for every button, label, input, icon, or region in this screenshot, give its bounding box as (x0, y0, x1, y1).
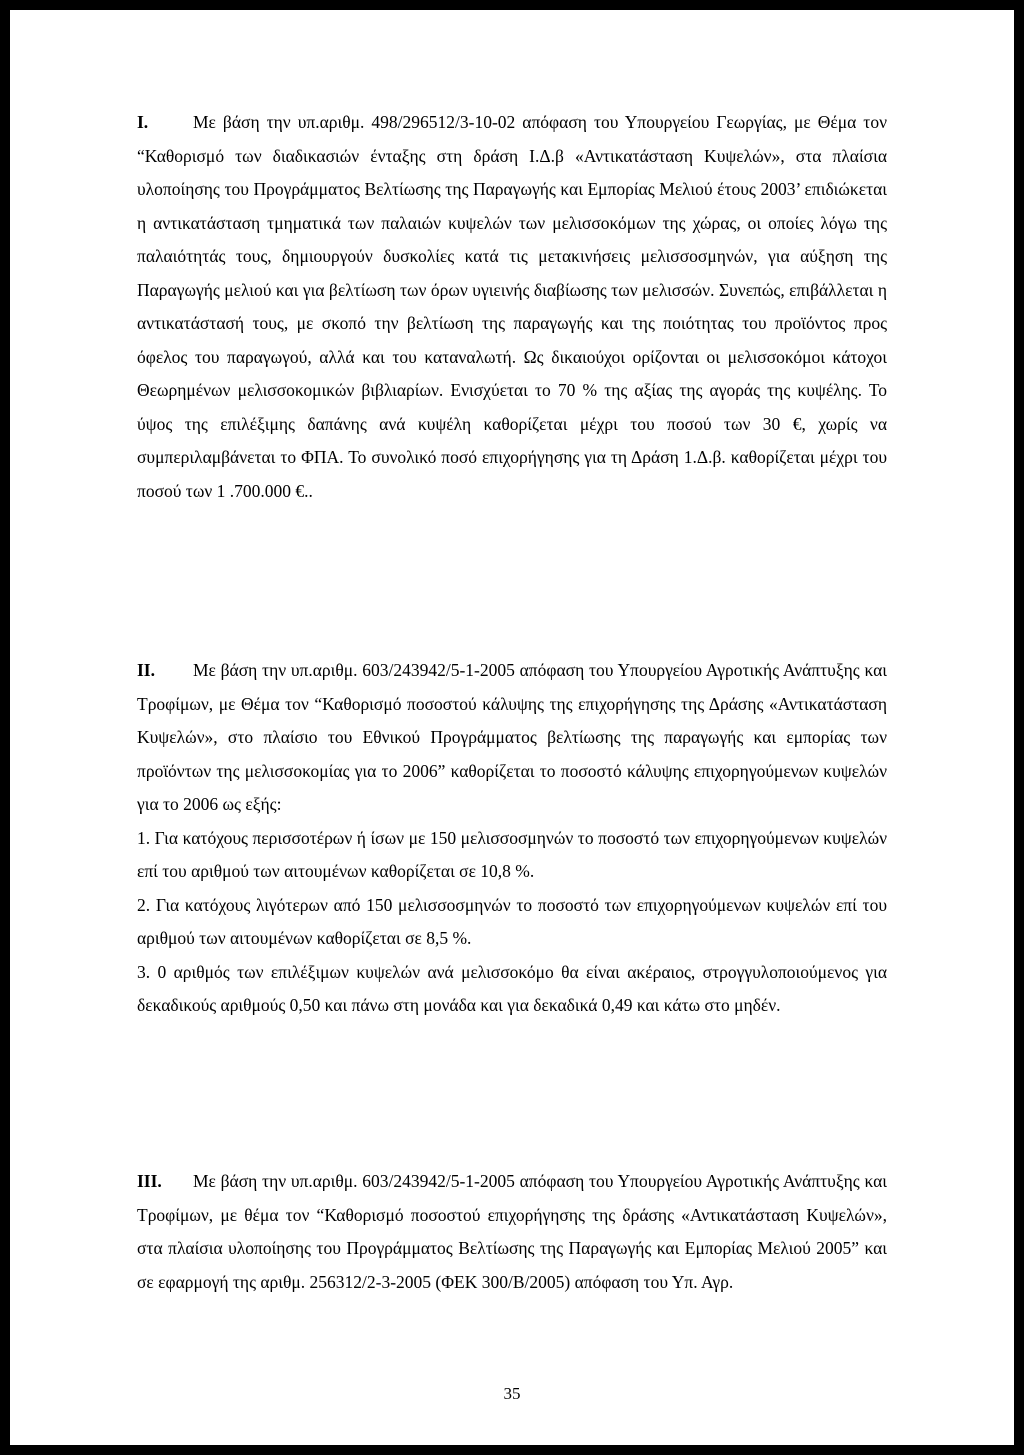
section-3-paragraph (137, 1165, 887, 1299)
list-item: 3. 0 αριθμός των επιλέξιμων κυψελών ανά μελισσοκόμο θα είναι ακέραιος, στρογγυλοποιούμενος για δεκαδικούς αριθμούς 0,50 και πάνω στη μονάδα και για δεκαδικά 0,49 και κάτω στο μηδέν. (137, 961, 887, 1015)
section-3-numeral: III. (137, 1171, 162, 1191)
section-1-paragraph (137, 106, 887, 508)
section-2-paragraph (137, 654, 887, 822)
list-item: 2. Για κατόχους λιγότερων από 150 μελισσοσμηνών το ποσοστό των επιχορηγούμενων κυψελών επί του αριθμού των αιτουμένων καθορίζεται σε 8,5 %. (137, 894, 887, 948)
section-1 (137, 106, 887, 508)
section-1-numeral: I. (137, 112, 149, 132)
section-2-numeral: II. (137, 660, 155, 680)
section-1-text: Με βάση την υπ.αριθμ. 498/296512/3-10-02 απόφαση του Υπουργείου Γεωργίας, με Θέμα τον “Καθορισμό των διαδικασιών ένταξης στη δράση Ι.Δ.β «Αντικατάσταση Κυψελών», στα πλαίσια υλοποίησης του Προγράμματος Βελτίωσης της Παραγωγής και Εμπορίας Μελιού έτους 2003’ επιδιώκεται η αντικατάσταση τμηματικά των παλαιών κυψελών των μελισσοκόμων της χώρας, οι οποίες λόγω της παλαιότητάς τους, δημιουργούν δυσκολίες κατά τις μετακινήσεις μελισσοσμηνών, για αύξηση της Παραγωγής μελιού και για βελτίωση των όρων υγιεινής διαβίωσης των μελισσών. Συνεπώς, επιβάλλεται η αντικατάστασή τους, με σκοπό την βελτίωση της παραγωγής και της ποιότητας του προϊόντος προς όφελος του παραγωγού, αλλά και του καταναλωτή. Ως δικαιούχοι ορίζονται οι μελισσοκόμοι κάτοχοι Θεωρημένων μελισσοκομικών βιβλιαρίων. Ενισχύεται το 70 % της αξίας της αγοράς της κυψέλης. Το ύψος της επιλέξιμης δαπάνης ανά κυψέλη καθορίζεται μέχρι του ποσού των 30 €, χωρίς να συμπεριλαμβάνεται το ΦΠΑ. Το συνολικό ποσό επιχορήγησης για τη Δράση 1.Δ.β. καθορίζεται μέχρι του ποσού των 1 .700.000 €.. (137, 112, 887, 501)
page-number: 35 (503, 1384, 521, 1403)
list-item: 1. Για κατόχους περισσοτέρων ή ίσων με 150 μελισσοσμηνών το ποσοστό των επιχορηγούμενων κυψελών επί του αριθμού των αιτουμένων καθορίζεται σε 10,8 %. (137, 827, 887, 881)
section-2-text: Με βάση την υπ.αριθμ. 603/243942/5-1-2005 απόφαση του Υπουργείου Αγροτικής Ανάπτυξης και Τροφίμων, με Θέμα τον “Καθορισμό ποσοστού κάλυψης της επιχορήγησης της Δράσης «Αντικατάσταση Κυψελών», στο πλαίσιο του Εθνικού Προγράμματος βελτίωσης της παραγωγής και εμπορίας των προϊόντων της μελισσοκομίας για το 2006” καθορίζεται το ποσοστό κάλυψης επιχορηγούμενων κυψελών για το 2006 ως εξής: (137, 660, 887, 814)
section-2 (137, 654, 887, 1023)
section-3-text: Με βάση την υπ.αριθμ. 603/243942/5-1-2005 απόφαση του Υπουργείου Αγροτικής Ανάπτυξης και Τροφίμων, με θέμα τον “Καθορισμό ποσοστού επιχορήγησης της δράσης «Αντικατάσταση Κυψελών», στα πλαίσια υλοποίησης του Προγράμματος Βελτίωσης της Παραγωγής και Εμπορίας Μελιού 2005” και σε εφαρμογή της αριθμ. 256312/2-3-2005 (ΦΕΚ 300/Β/2005) απόφαση του Υπ. Αγρ. (137, 1171, 887, 1292)
document-sheet (10, 10, 1014, 1445)
section-3 (137, 1165, 887, 1299)
